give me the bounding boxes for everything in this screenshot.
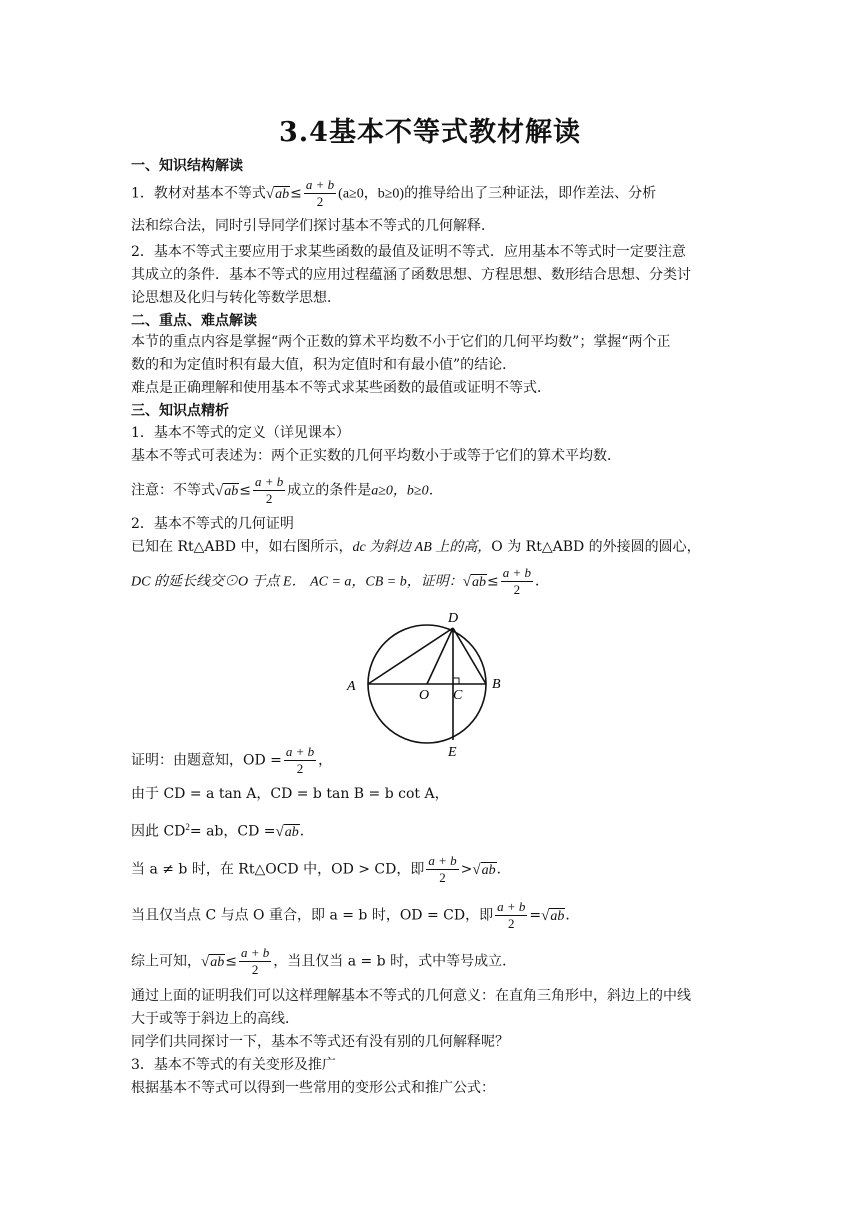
sqrt-ab: √ab — [275, 823, 299, 840]
k2-line-1: 已知在 Rt△ABD 中，如右图所示，dc 为斜边 AB 上的高，O 为 Rt△ABD 的外接圆的圆心， — [131, 539, 701, 555]
sqrt-ab: √ab — [201, 953, 225, 970]
k1-description: 基本不等式可表述为：两个正实数的几何平均数小于或等于它们的算术平均数． — [131, 448, 621, 464]
label-d: D — [448, 611, 459, 626]
proof-line-3: 因此 $CD^2=$ ab，CD =√ab． — [131, 822, 314, 840]
paragraph-2-line-2: 其成立的条件．基本不等式的应用过程蕴涵了函数思想、方程思想、数形结合思想、分类讨 — [131, 267, 691, 283]
fraction-a-plus-b-over-2: $\frac{a + b}{2}$ — [497, 899, 526, 931]
proof-line-2: 由于 CD = a tan A，CD = b tan B = b cot A， — [131, 786, 449, 802]
key-line-1: 本节的重点内容是掌握“两个正数的算术平均数不小于它们的几何平均数”；掌握“两个正 — [131, 334, 671, 350]
segment-db — [453, 628, 486, 684]
proof-line-5: 当且仅当点 C 与点 O 重合，即 a = b 时，OD = CD，即 $\frac{a + b}{2}$ =√ab． — [131, 899, 580, 931]
fraction-a-plus-b-over-2: $\frac{a + b}{2}$ — [254, 474, 284, 506]
section-heading-3: 三、知识点精析 — [131, 403, 229, 419]
proof-line-4: 当 a ≠ b 时，在 Rt△OCD 中，OD > CD，即 $\frac{a + b}{2}$ >√ab． — [131, 853, 511, 885]
fraction-a-plus-b-over-2: $\frac{a + b}{2}$ — [240, 945, 270, 977]
k1-note: 注意：不等式√ab≤ $\frac{a + b}{2}$ 成立的条件是a≥0，b≥0． — [131, 474, 443, 506]
key-line-2: 数的和为定值时积有最大值，积为定值时和有最小值”的结论． — [131, 357, 517, 373]
section-heading-2: 二、重点、难点解读 — [131, 313, 257, 329]
paragraph-2-line-3: 论思想及化归与转化等数学思想． — [131, 290, 341, 306]
label-a: A — [347, 679, 356, 694]
proof-line-6: 综上可知，√ab≤ $\frac{a + b}{2}$ ，当且仅当 a = b 时，式中等号成立． — [131, 945, 517, 977]
label-c: C — [453, 688, 463, 703]
sqrt-ab: √ab — [215, 482, 239, 499]
paragraph-1-line-2: 法和综合法，同时引导同学们探讨基本不等式的几何解释． — [131, 218, 495, 234]
fraction-a-plus-b-over-2: $\frac{a + b}{2}$ — [502, 565, 532, 597]
fraction-a-plus-b-over-2: $\frac{a + b}{2}$ — [305, 177, 335, 209]
k2-heading: 2．基本不等式的几何证明 — [131, 516, 294, 532]
label-o: O — [419, 688, 430, 703]
k2-line-2: DC 的延长线交⊙O 于点 E． AC = a，CB = b，证明：√ab≤ $\frac{a + b}{2}$ ． — [131, 565, 550, 597]
k3-description: 根据基本不等式可以得到一些常用的变形公式和推广公式： — [131, 1080, 495, 1096]
closing-line-1: 通过上面的证明我们可以这样理解基本不等式的几何意义：在直角三角形中，斜边上的中线 — [131, 988, 691, 1004]
sqrt-ab: √ab — [472, 861, 496, 878]
key-line-3: 难点是正确理解和使用基本不等式求某些函数的最值或证明不等式． — [131, 380, 551, 396]
label-b: B — [492, 677, 501, 692]
circle-geometry-figure — [345, 602, 525, 762]
section-heading-1: 一、知识结构解读 — [131, 158, 243, 174]
k1-heading: 1．基本不等式的定义（详见课本） — [131, 425, 350, 441]
k3-heading: 3．基本不等式的有关变形及推广 — [131, 1057, 336, 1073]
proof-line-1: 证明：由题意知，OD = $\frac{a + b}{2}$ ， — [131, 744, 333, 776]
sqrt-ab: √ab — [265, 185, 290, 202]
fraction-a-plus-b-over-2: $\frac{a + b}{2}$ — [428, 853, 457, 885]
sqrt-ab: √ab — [462, 573, 486, 590]
closing-line-3: 同学们共同探讨一下，基本不等式还有没有别的几何解释呢？ — [131, 1034, 509, 1050]
paragraph-1-line-1: 1．教材对基本不等式√ab≤ $\frac{a + b}{2}$ (a≥0，b≥0)的推导给出了三种证法，即作差法、分析 — [131, 177, 657, 209]
sqrt-ab: √ab — [541, 907, 565, 924]
label-e: E — [448, 745, 457, 760]
closing-line-2: 大于或等于斜边上的高线． — [131, 1011, 299, 1027]
page-title: 3.4基本不等式教材解读 — [279, 117, 581, 148]
paragraph-2-line-1: 2．基本不等式主要应用于求某些函数的最值及证明不等式．应用基本不等式时一定要注意 — [131, 244, 686, 260]
right-angle-mark — [453, 678, 459, 684]
fraction-a-plus-b-over-2: $\frac{a + b}{2}$ — [285, 744, 315, 776]
